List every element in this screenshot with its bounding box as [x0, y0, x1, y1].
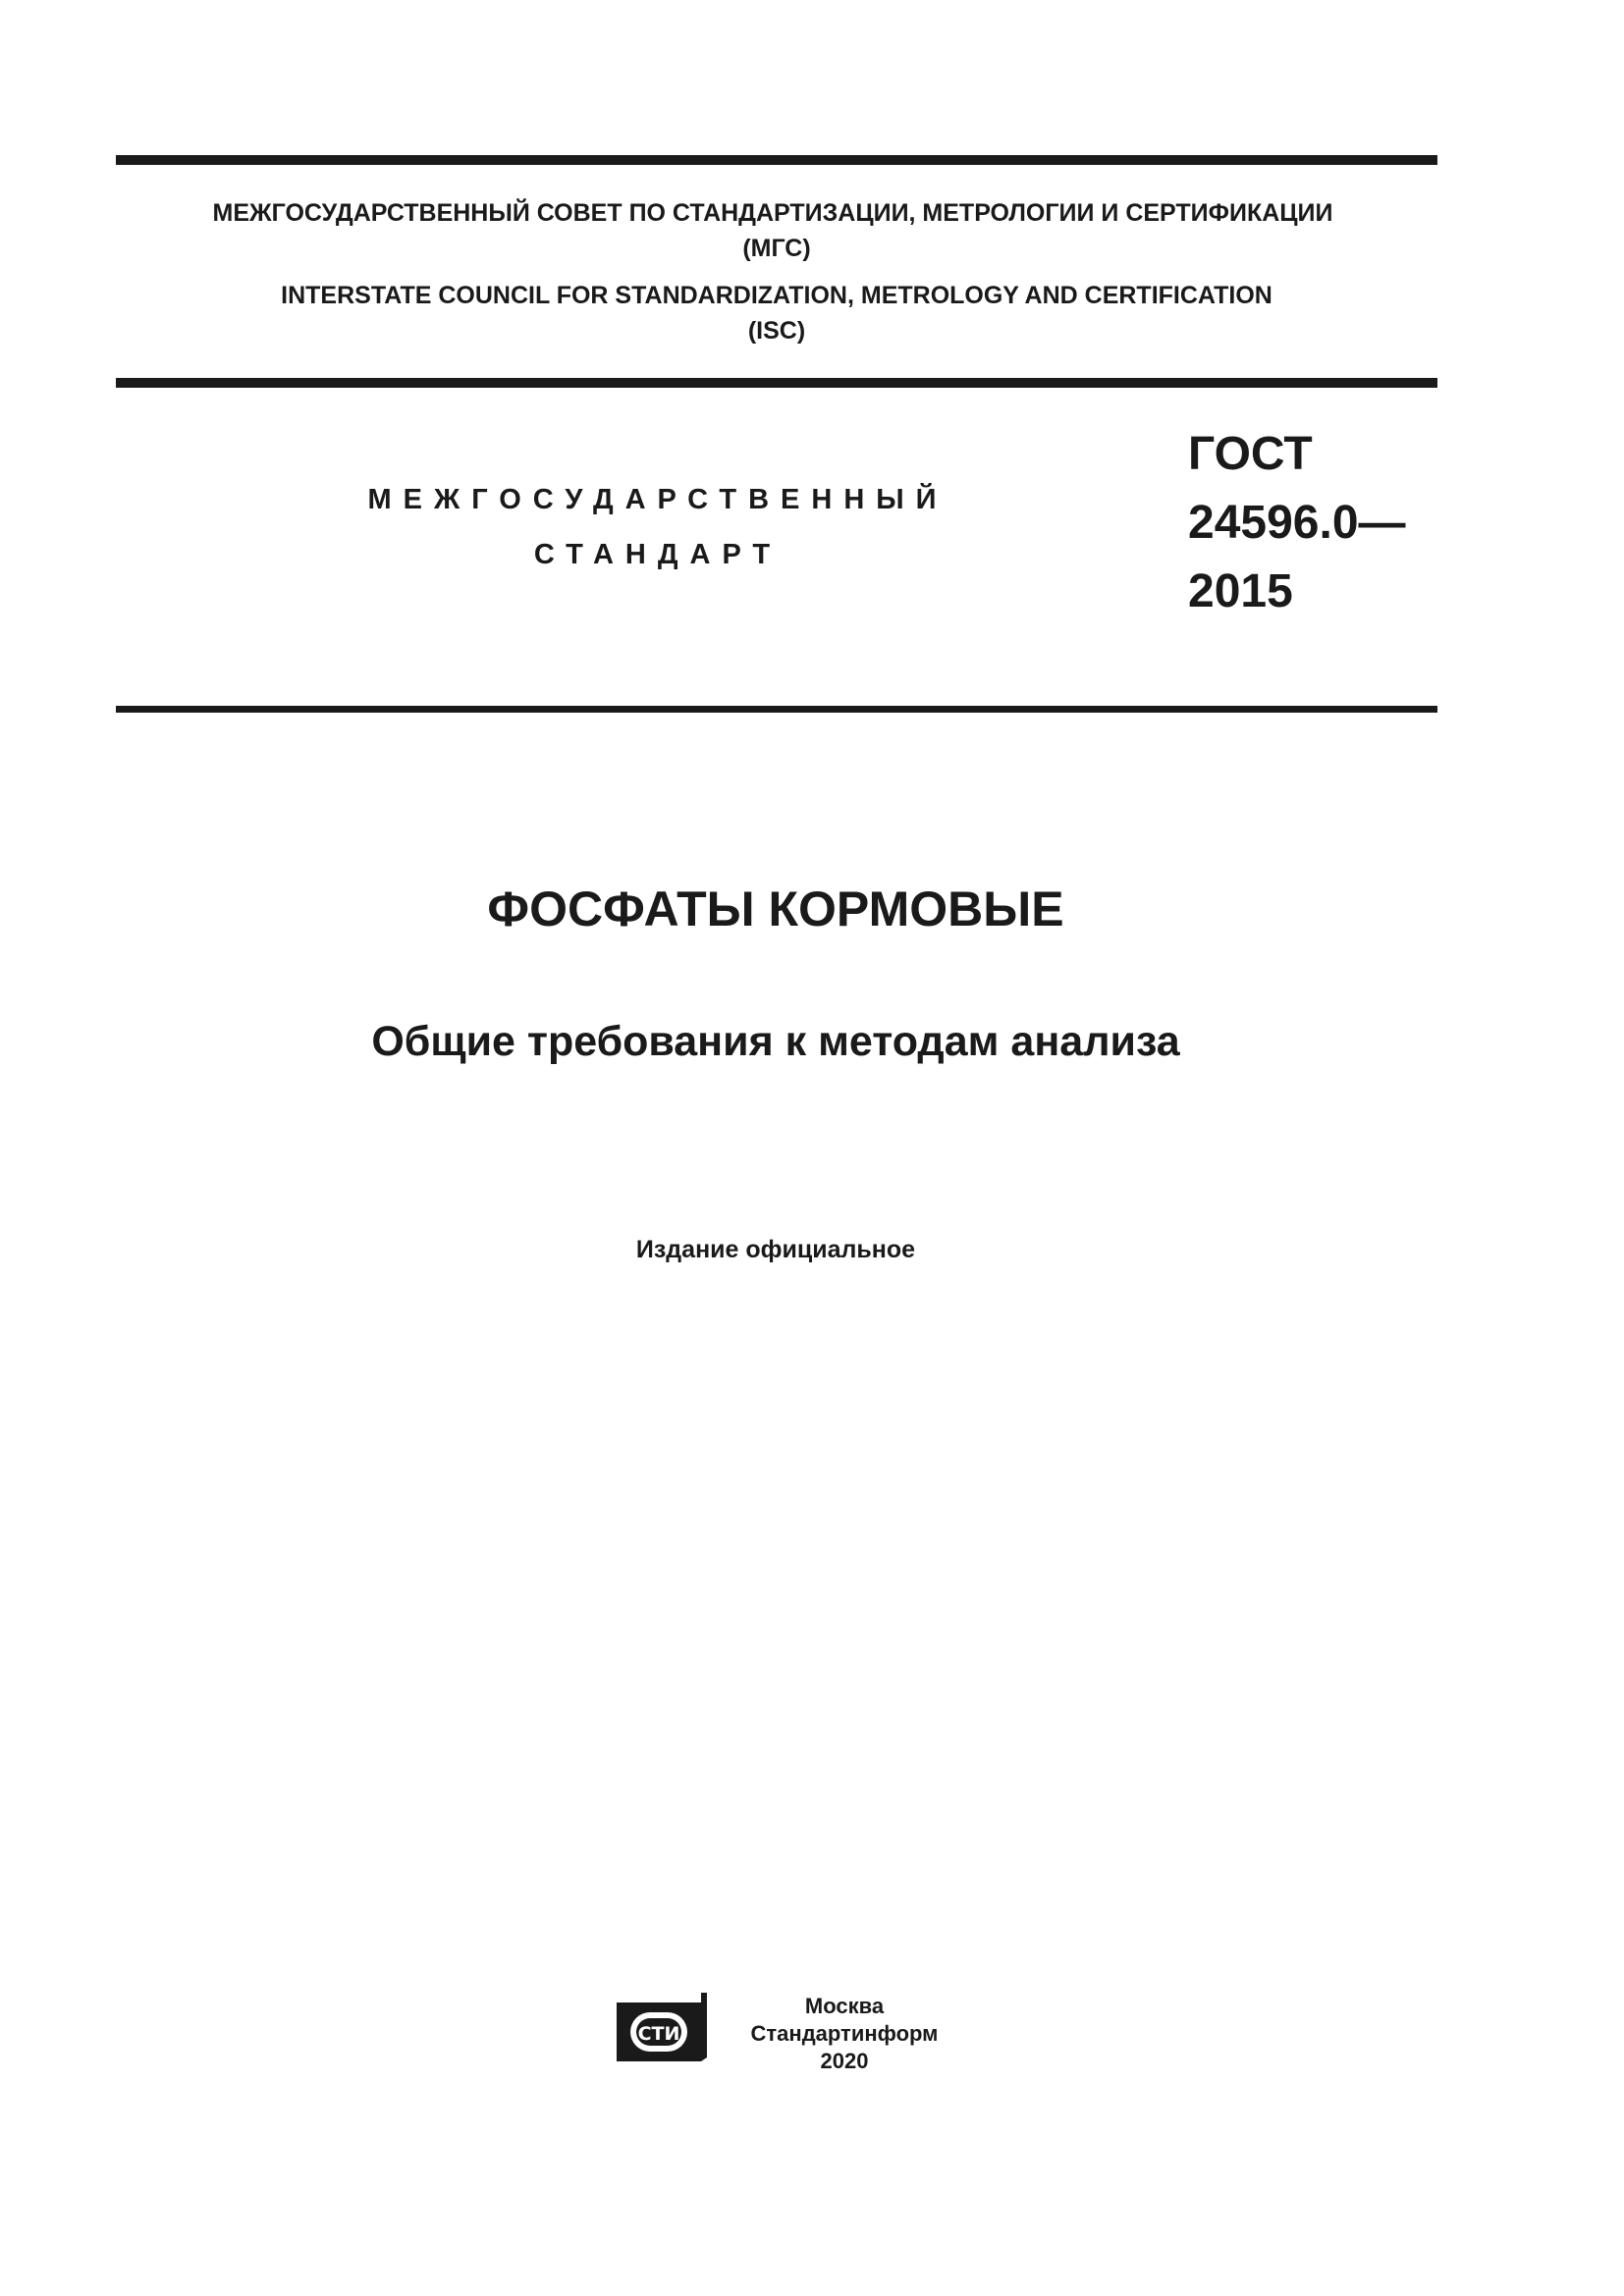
standard-code-number: 24596.0— [1188, 497, 1406, 549]
publisher-name: Стандартинформ [750, 2021, 939, 2046]
standard-code-year: 2015 [1188, 565, 1293, 617]
council-abbr-ru: (МГС) [742, 235, 811, 262]
top-rule [116, 155, 1437, 165]
document-subtitle: Общие требования к методам анализа [371, 1018, 1180, 1065]
logo-lettering: СТИ [637, 2023, 680, 2045]
edition-note: Издание официальное [635, 1236, 916, 1263]
standard-type-label [314, 472, 1001, 582]
council-name-en: INTERSTATE COUNCIL FOR STANDARDIZATION, METROLOGY AND CERTIFICATION [281, 282, 1272, 309]
standard-type-line1: МЕЖГОСУДАРСТВЕННЫЙ [367, 484, 948, 515]
council-header [116, 195, 1437, 348]
council-abbr-en: (ISC) [747, 317, 806, 345]
section-rule [116, 706, 1437, 713]
publisher-imprint [731, 1993, 957, 2075]
standard-code-prefix: ГОСТ [1188, 428, 1313, 480]
publication-year: 2020 [820, 2049, 869, 2073]
standard-type-line2: СТАНДАРТ [533, 539, 783, 570]
council-name-ru: МЕЖГОСУДАРСТВЕННЫЙ СОВЕТ ПО СТАНДАРТИЗАЦИИ, МЕТРОЛОГИИ И СЕРТИФИКАЦИИ [212, 199, 1333, 227]
header-rule [116, 378, 1437, 388]
standard-code [1188, 420, 1406, 626]
document-title: ФОСФАТЫ КОРМОВЫЕ [487, 881, 1064, 936]
publisher-city: Москва [804, 1994, 885, 2018]
standartinform-logo-icon [617, 1993, 707, 2064]
